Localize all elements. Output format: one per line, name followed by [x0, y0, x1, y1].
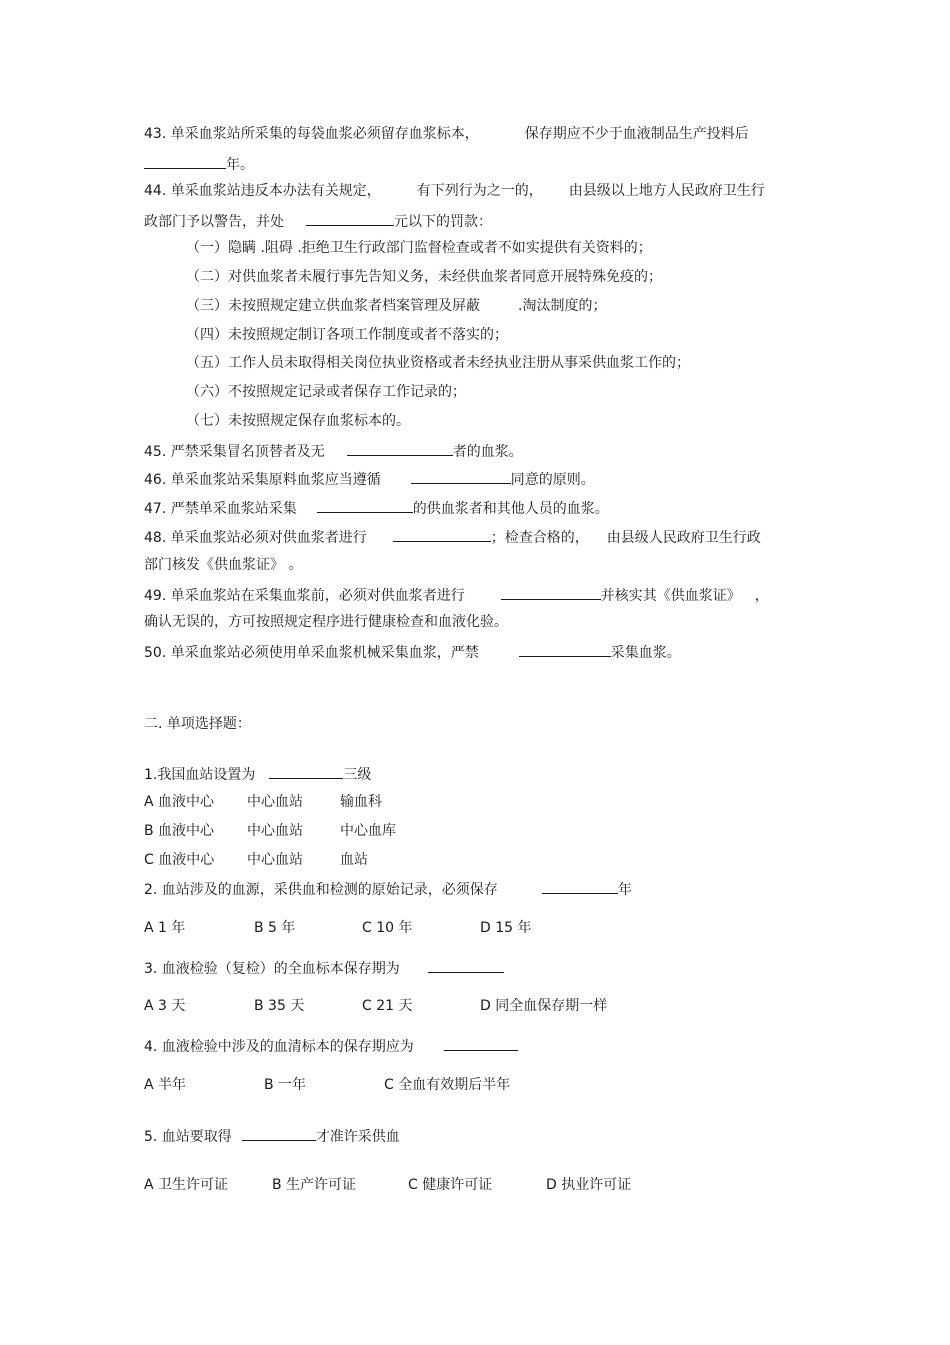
answer-blank[interactable] [269, 763, 343, 779]
option-cell: 中心血站 [247, 823, 303, 839]
answer-blank[interactable] [444, 1035, 518, 1051]
mc-q5-options [144, 1175, 631, 1195]
question-49-line1 [144, 584, 769, 606]
question-46-text: 46. 单采血浆站采集原料血浆应当遵循 [144, 472, 381, 488]
question-44-line1 [144, 181, 765, 201]
option-b[interactable]: B 5 年 [254, 920, 296, 936]
mc-question-3-stem: 3. 血液检验（复检）的全血标本保存期为 [144, 961, 400, 977]
answer-blank[interactable] [347, 440, 453, 456]
option-cell: C 血液中心 [144, 852, 215, 868]
question-46 [144, 468, 595, 490]
option-b[interactable]: B 35 天 [254, 998, 305, 1014]
question-50 [144, 641, 681, 663]
mc-question-2-tail: 年 [617, 882, 632, 898]
mc-question-5-stem: 5. 血站要取得 [144, 1129, 232, 1145]
q44-item-1: （一）隐瞒 .阻碍 .拒绝卫生行政部门监督检查或者不如实提供有关资料的； [186, 240, 652, 256]
option-a[interactable]: A 半年 [144, 1077, 187, 1093]
option-cell: 输血科 [340, 794, 382, 810]
question-45-text: 45. 严禁采集冒名顶替者及无 [144, 444, 325, 460]
section-title: 二. 单项选择题： [144, 716, 251, 732]
mc-question-1-tail: 三级 [343, 767, 372, 783]
question-46-tail: 同意的原则。 [510, 472, 595, 488]
question-48-text-b: ；检查合格的， [490, 530, 589, 546]
mc-q4-options [144, 1075, 510, 1095]
question-43-line2 [144, 153, 254, 175]
mc-q1-option-c[interactable] [144, 850, 368, 870]
mc-question-1-stem: 1.我国血站设置为 [144, 767, 256, 783]
answer-blank[interactable] [542, 878, 618, 894]
mc-question-3 [144, 957, 504, 979]
option-c[interactable]: C 全血有效期后半年 [384, 1077, 511, 1093]
answer-blank[interactable] [317, 497, 413, 513]
question-48-line1 [144, 526, 761, 548]
question-49-text-b: 并核实其《供血浆证》 [600, 588, 741, 604]
option-cell: B 血液中心 [144, 823, 215, 839]
option-d[interactable]: D 15 年 [480, 920, 532, 936]
question-49-comma: ， [754, 588, 769, 604]
option-a[interactable]: A 1 年 [144, 920, 186, 936]
mc-question-5 [144, 1125, 400, 1147]
answer-blank[interactable] [519, 641, 611, 657]
question-45-tail: 者的血浆。 [452, 444, 523, 460]
question-49-text: 49. 单采血浆站在采集血浆前，必须对供血浆者进行 [144, 588, 465, 604]
option-a[interactable]: A 卫生许可证 [144, 1177, 229, 1193]
question-43-line1 [144, 124, 749, 144]
q44-item-4: （四）未按照规定制订各项工作制度或者不落实的； [186, 327, 508, 343]
question-43-text-b: 保存期应不少于血液制品生产投料后 [524, 126, 749, 142]
q44-item-3-tail: .淘汰制度的； [518, 298, 607, 314]
question-44-text: 44. 单采血浆站违反本办法有关规定， [144, 183, 381, 199]
question-44-text-c: 由县级以上地方人民政府卫生行 [568, 183, 765, 199]
question-47-text: 47. 严禁单采血浆站采集 [144, 501, 297, 517]
answer-blank[interactable] [306, 210, 394, 226]
option-c[interactable]: C 10 年 [362, 920, 413, 936]
q44-item-5: （五）工作人员未取得相关岗位执业资格或者未经执业注册从事采供血浆工作的； [186, 355, 690, 371]
question-43-tail: 年。 [226, 157, 254, 173]
answer-blank[interactable] [428, 957, 504, 973]
mc-question-4-stem: 4. 血液检验中涉及的血清标本的保存期应为 [144, 1039, 414, 1055]
option-cell: 中心血站 [247, 794, 303, 810]
question-45 [144, 440, 523, 462]
question-49-line2: 确认无误的，方可按照规定程序进行健康检查和血液化验。 [144, 614, 508, 630]
q44-item-7: （七）未按照规定保存血浆标本的。 [186, 413, 410, 429]
option-b[interactable]: B 一年 [264, 1077, 307, 1093]
mc-question-4 [144, 1035, 518, 1057]
question-47-tail: 的供血浆者和其他人员的血浆。 [412, 501, 609, 517]
q44-item-6: （六）不按照规定记录或者保存工作记录的； [186, 384, 466, 400]
q44-item-3-text: （三）未按照规定建立供血浆者档案管理及屏蔽 [186, 298, 480, 314]
question-44-text-b: 有下列行为之一的， [416, 183, 543, 199]
question-48-text-c: 由县级人民政府卫生行政 [606, 530, 761, 546]
option-c[interactable]: C 21 天 [362, 998, 413, 1014]
question-50-tail: 采集血浆。 [610, 645, 681, 661]
option-cell: 血站 [340, 852, 368, 868]
question-44-line2 [144, 210, 492, 232]
answer-blank[interactable] [501, 584, 601, 600]
answer-blank[interactable] [144, 153, 226, 169]
answer-blank[interactable] [411, 468, 511, 484]
option-d[interactable]: D 同全血保存期一样 [480, 998, 608, 1014]
option-b[interactable]: B 生产许可证 [272, 1177, 357, 1193]
question-44-tail: 元以下的罚款： [394, 214, 492, 230]
mc-question-5-tail: 才准许采供血 [315, 1129, 400, 1145]
q44-item-2: （二）对供血浆者未履行事先告知义务，未经供血浆者同意开展特殊免疫的； [186, 269, 662, 285]
question-48-text: 48. 单采血浆站必须对供血浆者进行 [144, 530, 367, 546]
question-44-text-d: 政部门予以警告，并处 [144, 214, 284, 230]
option-cell: 中心血站 [247, 852, 303, 868]
mc-question-2 [144, 878, 632, 900]
q44-item-3 [186, 296, 606, 316]
mc-question-1 [144, 763, 371, 785]
question-48-line2: 部门核发《供血浆证》 。 [144, 557, 303, 573]
mc-question-2-stem: 2. 血站涉及的血源，采供血和检测的原始记录，必须保存 [144, 882, 498, 898]
mc-q2-options [144, 918, 532, 938]
answer-blank[interactable] [393, 526, 491, 542]
option-cell: 中心血库 [340, 823, 396, 839]
option-a[interactable]: A 3 天 [144, 998, 186, 1014]
option-cell: A 血液中心 [144, 794, 215, 810]
question-50-text: 50. 单采血浆站必须使用单采血浆机械采集血浆，严禁 [144, 645, 479, 661]
mc-q3-options [144, 996, 607, 1016]
answer-blank[interactable] [242, 1125, 316, 1141]
option-d[interactable]: D 执业许可证 [546, 1177, 632, 1193]
question-43-text: 43. 单采血浆站所采集的每袋血浆必须留存血浆标本， [144, 126, 479, 142]
mc-q1-option-a[interactable] [144, 792, 382, 812]
mc-q1-option-b[interactable] [144, 821, 396, 841]
option-c[interactable]: C 健康许可证 [408, 1177, 493, 1193]
question-47 [144, 497, 609, 519]
